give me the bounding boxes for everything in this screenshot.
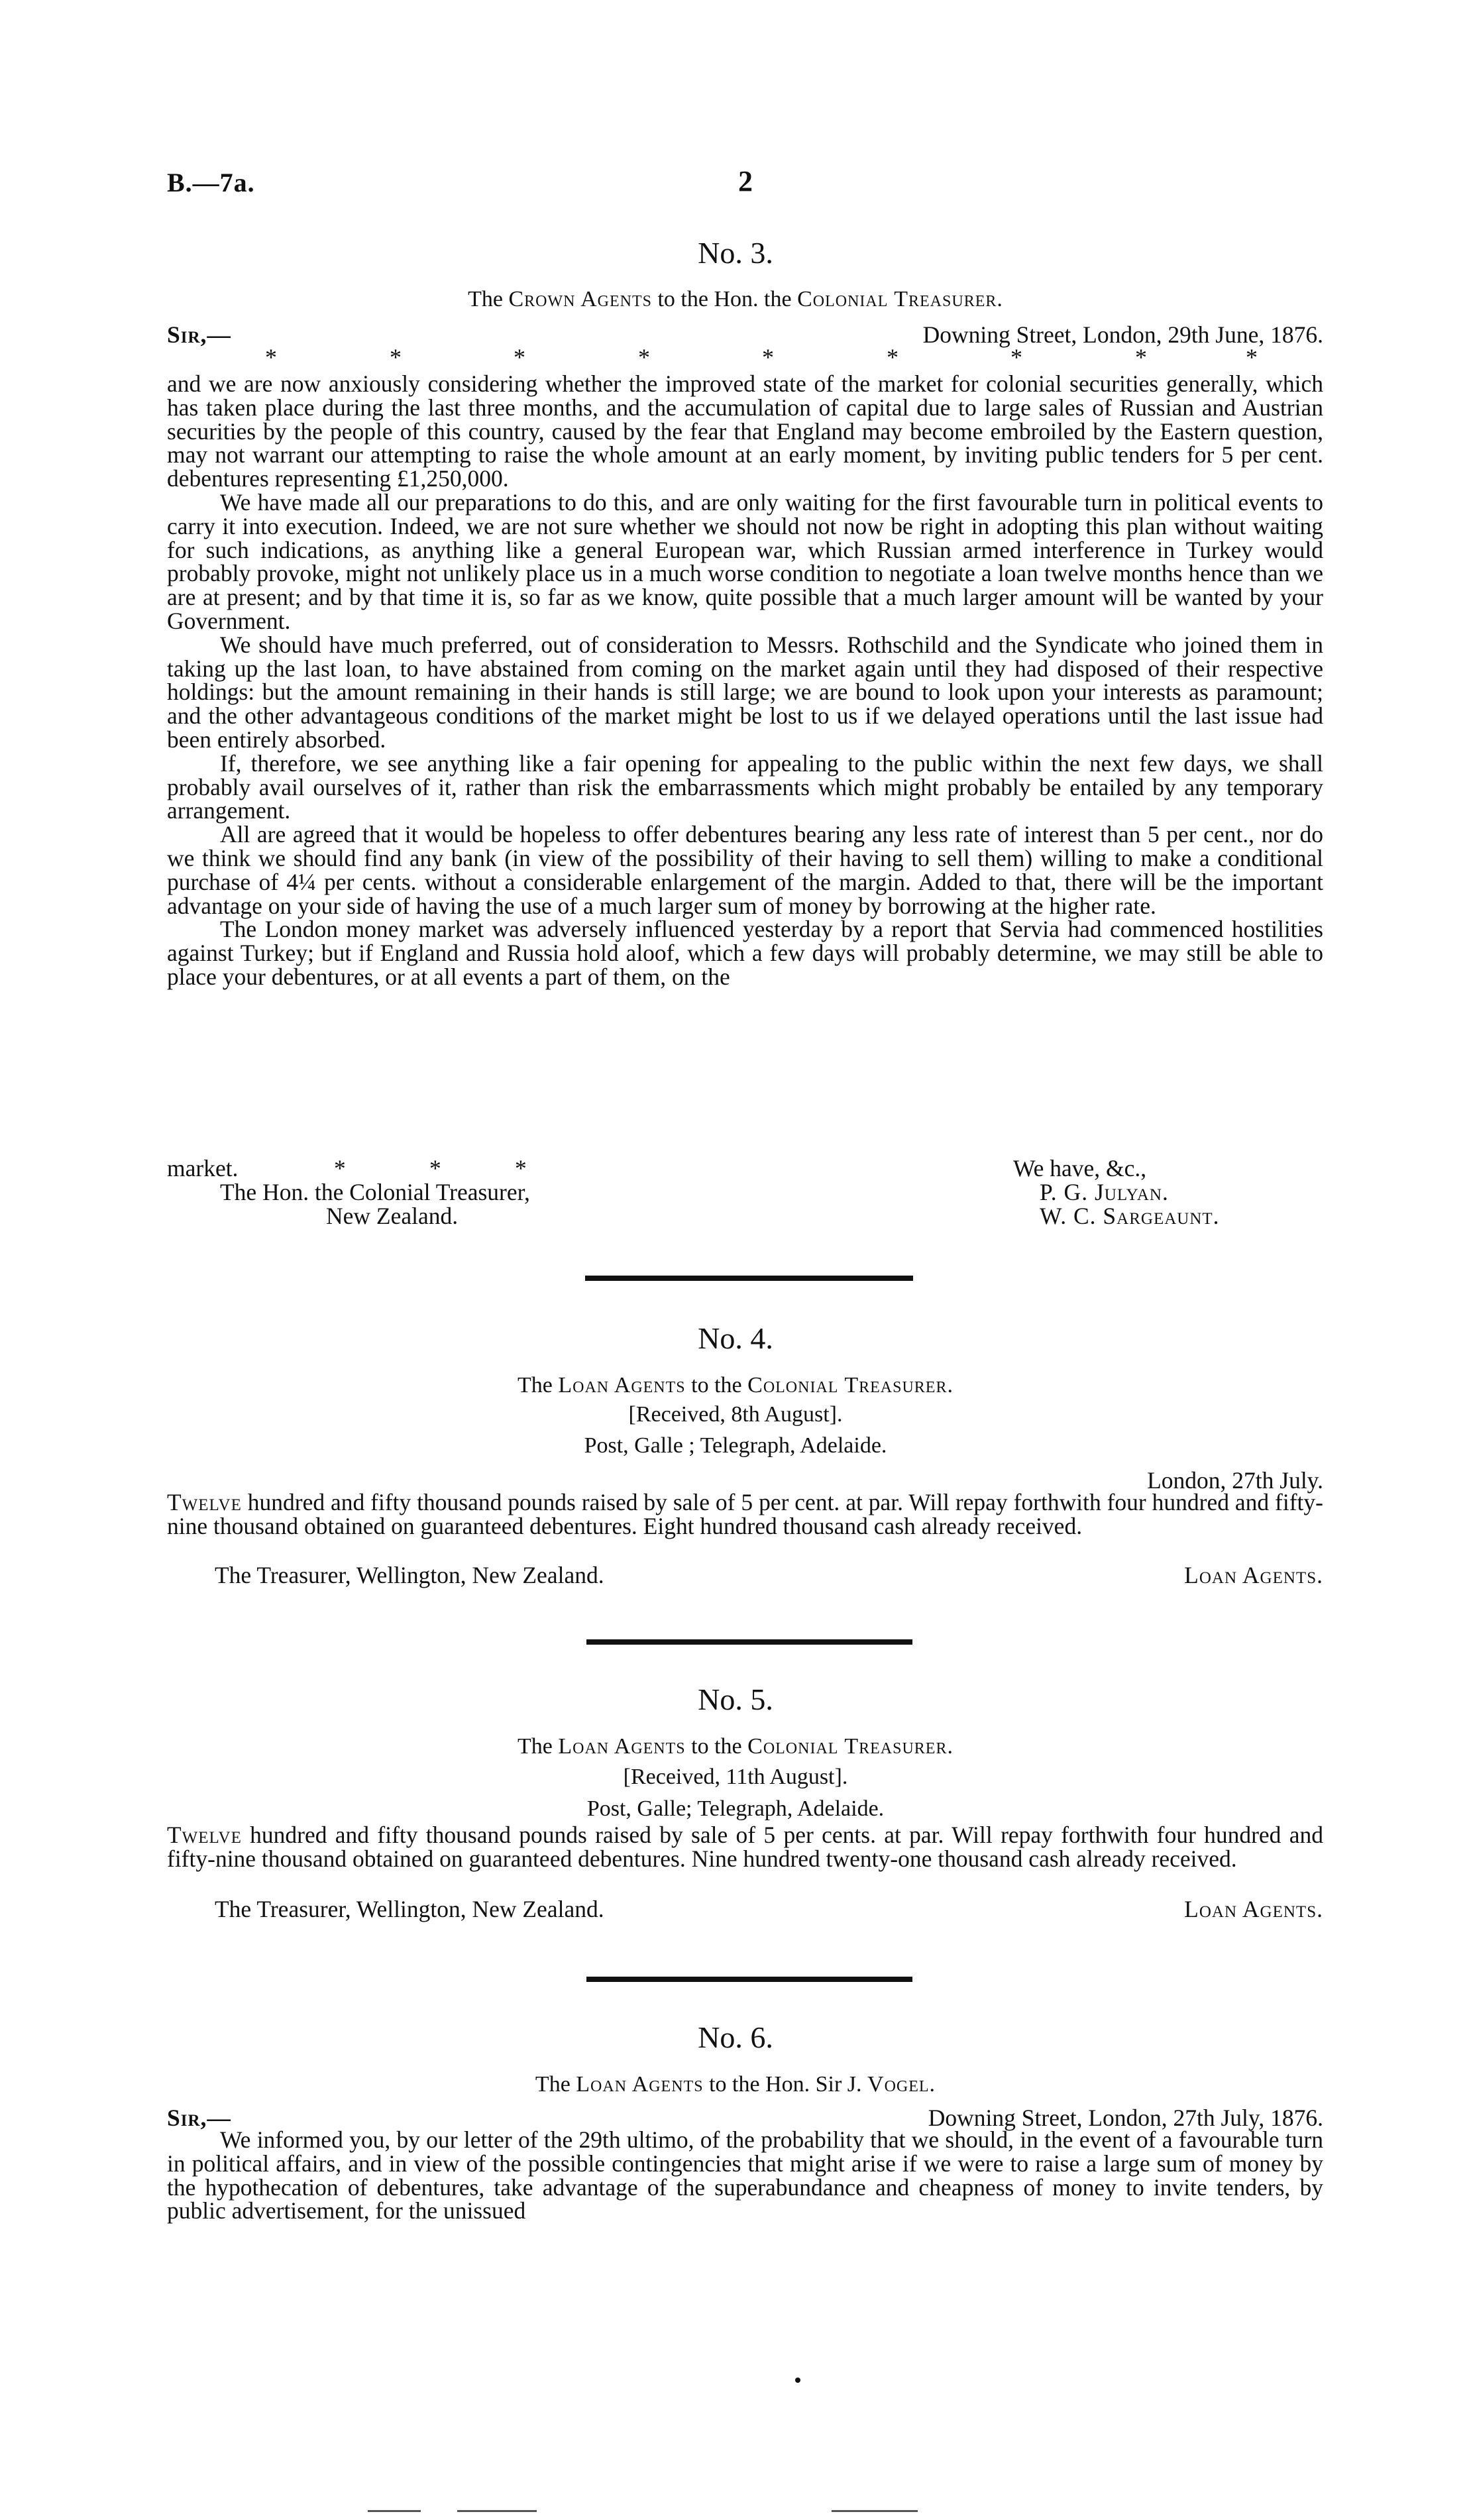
doc3-paragraph: We should have much preferred, out of consideration to Messrs. Rothschild and the Syndicate who joined them in taking up the last loan, to have abstained from coming on the market again until they had disposed of their respective holdings: but the amount remaining in their hands is still large; we are bound to look upon your interests as paramount; and the other advantageous conditions of the market might be lost to us if we delayed operations until the last issue had been entirely absorbed.	[167, 631, 1323, 753]
doc3-paragraph: We have made all our preparations to do this, and are only waiting for the first favourable turn in political events to carry it into execution. Indeed, we are not sure whether we should not now be right in adopting this plan without waiting for such indications, as anything like a general European war, which Russian armed interference in Turkey would probably provoke, might not unlikely place us in a much worse condition to negotiate a loan twelve months hence than we are at present; and by that time it is, so far as we know, quite possible that a much larger amount will be wanted by your Government.	[167, 488, 1323, 634]
doc3-body	[167, 372, 1323, 989]
doc4-route: Post, Galle ; Telegraph, Adelaide.	[584, 1433, 887, 1458]
doc5-signature-row	[167, 1895, 1323, 1920]
doc3-paragraph: and we are now anxiously considering whether the improved state of the market for colonial securities generally, which has taken place during the last three months, and the accumulation of capital due to large sales of Russian and Austrian securities by the people of this country, caused by the fear that England may become embroiled by the Eastern question, may not warrant our attempting to raise the whole amount at an early moment, by inviting public tenders for 5 per cent. debentures representing £1,250,000.	[167, 370, 1323, 492]
doc4-dateline: London, 27th July.	[1147, 1467, 1323, 1494]
scan-mark	[795, 2378, 800, 2383]
doc4-addressee: The Treasurer, Wellington, New Zealand.	[215, 1562, 604, 1588]
doc3-salutation-row	[167, 321, 1323, 346]
doc4-body	[167, 1491, 1323, 1539]
doc3-recipient-location: New Zealand.	[326, 1203, 459, 1229]
doc4-signature: Loan Agents.	[1184, 1562, 1323, 1588]
doc4-heading: The Loan Agents to the Colonial Treasurer.	[518, 1373, 953, 1397]
doc6-salutation-row	[167, 2104, 1323, 2129]
doc6-body	[167, 2128, 1323, 2223]
section-divider	[585, 1276, 913, 1281]
doc3-closing-word: market.	[167, 1155, 239, 1181]
star-icon: *	[515, 1155, 527, 1181]
doc4-first-word: Twelve	[167, 1489, 242, 1515]
doc6-salutation: Sir,—	[167, 2105, 231, 2131]
doc3-signature-row-2	[167, 1202, 1323, 1227]
page-number: 2	[738, 165, 753, 197]
doc4-number: No. 4.	[698, 1321, 773, 1355]
doc3-number: No. 3.	[698, 236, 773, 270]
doc4-signature-row	[167, 1561, 1323, 1586]
star-icon: *	[1246, 344, 1258, 370]
star-icon: *	[390, 344, 402, 370]
scan-mark	[368, 2510, 421, 2512]
star-icon: *	[429, 1155, 441, 1181]
doc5-first-word: Twelve	[167, 1822, 242, 1848]
star-icon: *	[1135, 344, 1147, 370]
doc5-addressee: The Treasurer, Wellington, New Zealand.	[215, 1896, 604, 1922]
star-icon: *	[1010, 344, 1022, 370]
doc3-closing: We have, &c.,	[1013, 1155, 1147, 1181]
doc3-heading: The Crown Agents to the Hon. the Colonial Treasurer.	[468, 287, 1003, 311]
doc5-number: No. 5.	[698, 1682, 773, 1716]
doc3-salutation: Sir,—	[167, 321, 231, 348]
scan-mark	[832, 2510, 918, 2512]
doc3-paragraph: If, therefore, we see anything like a fair opening for appealing to the public within the next few days, we shall probably avail ourselves of it, rather than risk the embarrassments which might probably be entailed by any temporary arrangement.	[167, 749, 1323, 824]
star-icon: *	[887, 344, 899, 370]
doc3-paragraph: The London money market was adversely influenced yesterday by a report that Servia had commenced hostilities against Turkey; but if England and Russia hold aloof, which a few days will probably determine, we may still be able to place your debentures, or at all events a part of them, on the	[167, 916, 1323, 990]
doc3-signer: P. G. Julyan.	[1040, 1179, 1169, 1205]
star-icon: *	[762, 344, 774, 370]
doc5-route: Post, Galle; Telegraph, Adelaide.	[586, 1796, 885, 1821]
doc4-body-text: hundred and fifty thousand pounds raised by sale of 5 per cent. at par. Will repay forthwith four hundred and fifty-nine thousand obtained on guaranteed debentures. Eight hundred thousand cash already received.	[167, 1489, 1323, 1539]
doc3-dateline: Downing Street, London, 29th June, 1876.	[922, 321, 1323, 348]
star-icon: *	[265, 344, 277, 370]
doc5-signature: Loan Agents.	[1184, 1896, 1323, 1922]
doc5-body-text: hundred and fifty thousand pounds raised by sale of 5 per cents. at par. Will repay forthwith four hundred and fifty-nine thousand obtained on guaranteed debentures. Nine hundred twenty-one thousand cash already received.	[167, 1822, 1323, 1872]
doc3-signer: W. C. Sargeaunt.	[1040, 1203, 1220, 1229]
doc6-body-text: We informed you, by our letter of the 29th ultimo, of the probability that we should, in the event of a favourable turn in political affairs, and in view of the possible contingencies that might arise if we were to raise a large sum of money by the hypothecation of debentures, take advantage of the superabundance and cheapness of money to invite tenders, by public advertisement, for the unissued	[167, 2126, 1323, 2224]
doc3-signature-row-1	[167, 1178, 1323, 1203]
doc6-dateline: Downing Street, London, 27th July, 1876.	[928, 2105, 1323, 2131]
doc6-number: No. 6.	[698, 2020, 773, 2054]
doc6-heading: The Loan Agents to the Hon. Sir J. Vogel.	[535, 2072, 936, 2097]
doc5-heading: The Loan Agents to the Colonial Treasurer.	[518, 1734, 953, 1759]
section-divider	[586, 1977, 912, 1982]
doc4-dateline-row	[167, 1466, 1323, 1492]
star-icon: *	[334, 1155, 346, 1181]
star-icon: *	[514, 344, 525, 370]
doc5-body	[167, 1824, 1323, 1871]
scan-mark	[457, 2510, 537, 2512]
star-icon: *	[638, 344, 650, 370]
section-divider	[586, 1639, 912, 1645]
doc4-received: [Received, 8th August].	[628, 1402, 843, 1427]
doc3-closing-row	[167, 1154, 1323, 1179]
doc3-paragraph: All are agreed that it would be hopeless to offer debentures bearing any less rate of interest than 5 per cent., nor do we think we should find any bank (in view of the possibility of their having to sell them) willing to make a conditional purchase of 4¼ per cents. without a considerable enlargement of the margin. Added to that, there will be the important advantage on your side of having the use of a much larger sum of money by borrowing at the higher rate.	[167, 821, 1323, 919]
document-reference: B.—7a.	[167, 168, 255, 197]
doc3-recipient: The Hon. the Colonial Treasurer,	[220, 1179, 530, 1205]
doc5-received: [Received, 11th August].	[623, 1765, 848, 1789]
